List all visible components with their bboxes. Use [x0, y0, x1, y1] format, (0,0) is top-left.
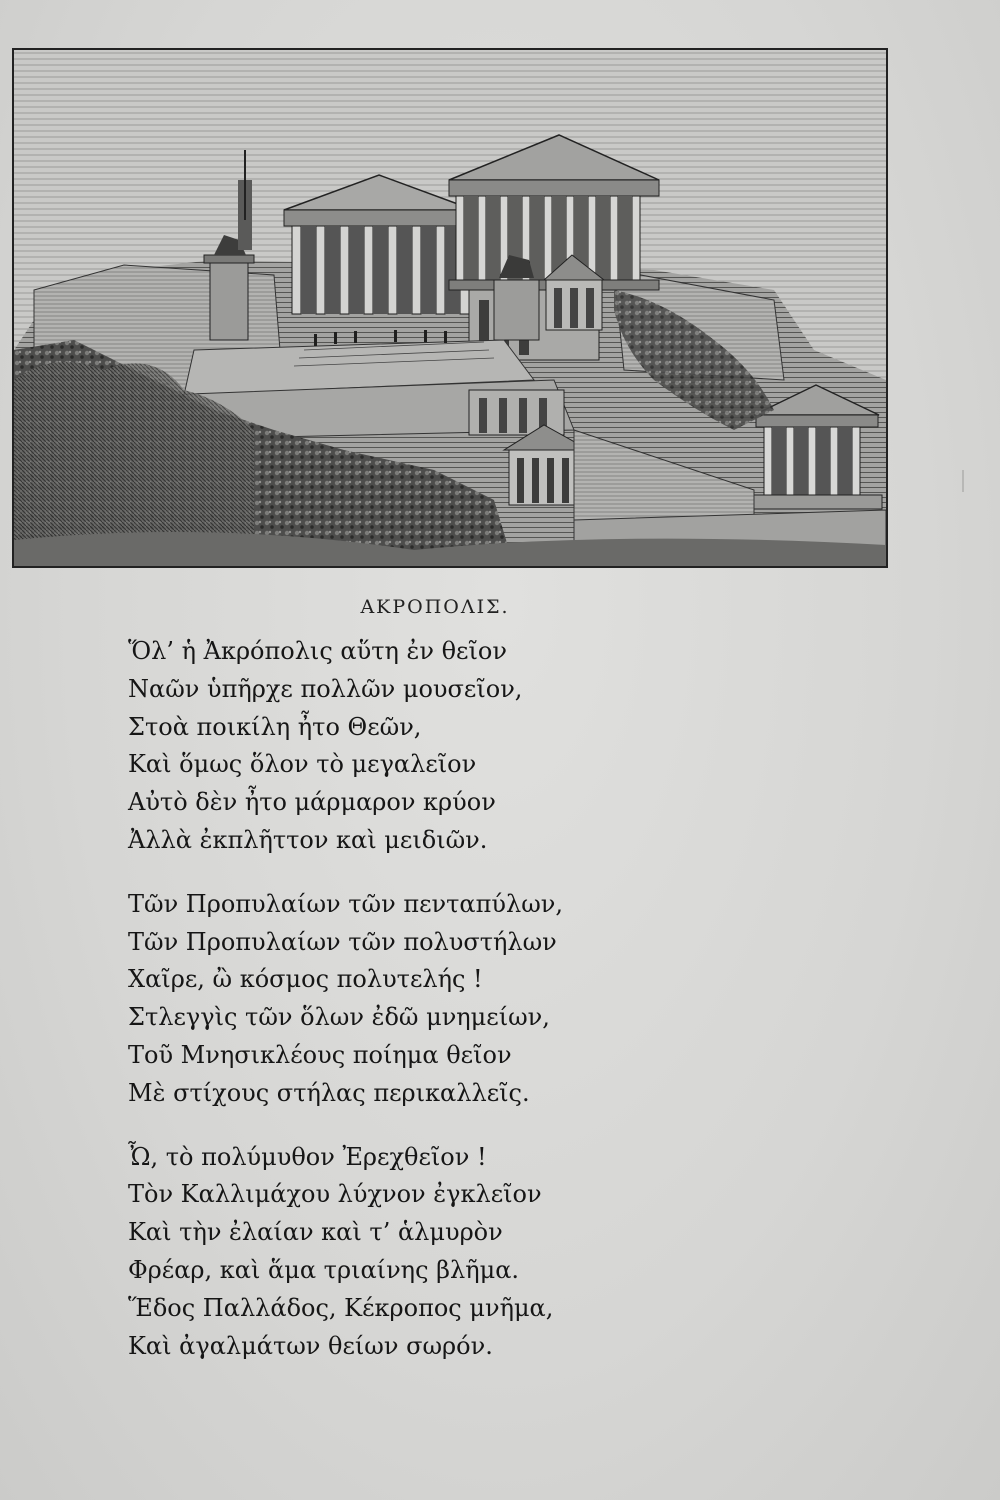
poem-line: Τῶν Προπυλαίων τῶν πενταπύλων, [128, 889, 563, 918]
poem-line: Ἀλλὰ ἐκπλῆττον καὶ μειδιῶν. [128, 825, 488, 854]
acropolis-engraving [12, 48, 888, 568]
poem-line: Τῶν Προπυλαίων τῶν πολυστήλων [128, 927, 557, 956]
poem-line: Καὶ ὅμως ὅλον τὸ μεγαλεῖον [128, 750, 477, 779]
poem-line: Αὐτὸ δὲν ἦτο μάρμαρον κρύον [128, 788, 496, 817]
stanza-2 [128, 886, 748, 1113]
poem-line: Φρέαρ, καὶ ἅμα τριαίνης βλῆμα. [128, 1255, 520, 1284]
poem-line: Τὸν Καλλιμάχου λύχνον ἐγκλεῖον [128, 1180, 542, 1209]
poem [128, 633, 748, 1391]
poem-line: Μὲ στίχους στήλας περικαλλεῖς. [128, 1078, 530, 1107]
poem-line: Ναῶν ὑπῆρχε πολλῶν μουσεῖον, [128, 674, 523, 703]
poem-line: Στοὰ ποικίλη ἦτο Θεῶν, [128, 712, 422, 741]
poem-line: Τοῦ Μνησικλέους ποίημα θεῖον [128, 1040, 512, 1069]
poem-line: Καὶ ἀγαλμάτων θείων σωρόν. [128, 1331, 493, 1360]
poem-line: Ἕδος Παλλάδος, Κέκροπος μνῆμα, [128, 1293, 554, 1322]
margin-mark [962, 470, 964, 492]
poem-line: Καὶ τὴν ἐλαίαν καὶ τ’ ἁλμυρὸν [128, 1218, 503, 1247]
poem-line: Ὅλ’ ἡ Ἀκρόπολις αὕτη ἐν θεῖον [128, 637, 507, 665]
poem-line: Ὦ, τὸ πολύμυθον Ἐρεχθεῖον ! [128, 1142, 487, 1171]
stanza-3 [128, 1139, 748, 1366]
illustration-caption: ΑΚΡΟΠΟΛΙΣ. [360, 596, 510, 618]
stanza-1 [128, 633, 748, 860]
poem-line: Χαῖρε, ὢ κόσμος πολυτελής ! [128, 965, 483, 994]
poem-line: Στλεγγὶς τῶν ὅλων ἐδῶ μνημείων, [128, 1003, 550, 1032]
